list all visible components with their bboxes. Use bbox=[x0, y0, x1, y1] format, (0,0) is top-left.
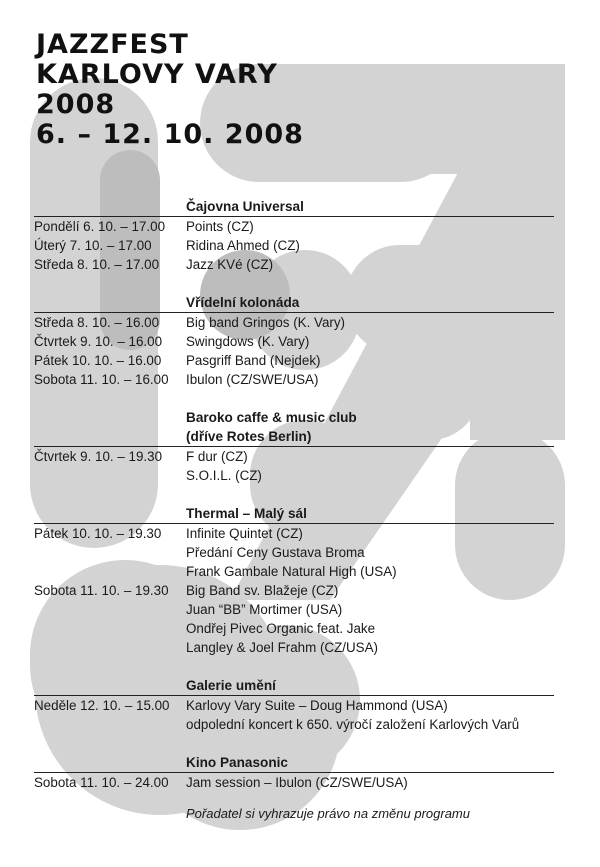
event-date: Pondělí 6. 10. – 17.00 bbox=[34, 219, 166, 234]
schedule-row bbox=[34, 370, 554, 389]
event-act: Points (CZ) bbox=[186, 219, 254, 234]
schedule-row bbox=[34, 236, 554, 255]
schedule-row bbox=[34, 524, 554, 543]
event-act: Big band Gringos (K. Vary) bbox=[186, 315, 346, 330]
event-date: Sobota 11. 10. – 24.00 bbox=[34, 775, 169, 790]
event-date: Sobota 11. 10. – 16.00 bbox=[34, 372, 169, 387]
event-date bbox=[34, 638, 186, 657]
venue-block bbox=[34, 753, 554, 792]
venue-header bbox=[34, 293, 554, 312]
venue-header bbox=[34, 197, 554, 216]
event-date: Středa 8. 10. – 17.00 bbox=[34, 257, 160, 272]
event-date: Neděle 12. 10. – 15.00 bbox=[34, 698, 170, 713]
title-line-dates: 6. – 12. 10. 2008 bbox=[36, 119, 304, 150]
venue-block bbox=[34, 197, 554, 274]
venue-block bbox=[34, 676, 554, 734]
event-act: Infinite Quintet (CZ) bbox=[186, 526, 303, 541]
schedule-row bbox=[34, 619, 554, 638]
footer-note: Pořadatel si vyhrazuje právo na změnu programu bbox=[186, 806, 470, 821]
event-act: Big Band sv. Blažeje (CZ) bbox=[186, 583, 339, 598]
schedule-row bbox=[34, 562, 554, 581]
title-line: 2008 bbox=[36, 89, 116, 120]
venue-name: Galerie umění bbox=[186, 678, 276, 693]
event-act: Jazz KVé (CZ) bbox=[186, 257, 274, 272]
schedule-row bbox=[34, 543, 554, 562]
title-line: JAZZFEST bbox=[36, 29, 189, 60]
venue-name: Čajovna Universal bbox=[186, 199, 304, 214]
event-act: Langley & Joel Frahm (CZ/USA) bbox=[186, 640, 378, 655]
event-act: odpolední koncert k 650. výročí založení Karlových Varů bbox=[186, 717, 520, 732]
schedule-row bbox=[34, 217, 554, 236]
event-date: Pátek 10. 10. – 19.30 bbox=[34, 526, 162, 541]
event-date bbox=[34, 466, 186, 485]
venue-name: Vřídelní kolonáda bbox=[186, 295, 300, 310]
venue-name: Thermal – Malý sál bbox=[186, 506, 307, 521]
schedule bbox=[34, 197, 554, 792]
venue-name: Kino Panasonic bbox=[186, 755, 288, 770]
venue-block bbox=[34, 293, 554, 389]
schedule-row bbox=[34, 255, 554, 274]
schedule-row bbox=[34, 447, 554, 466]
schedule-row bbox=[34, 638, 554, 657]
schedule-row bbox=[34, 581, 554, 600]
event-act: Pasgriff Band (Nejdek) bbox=[186, 353, 321, 368]
event-act: S.O.I.L. (CZ) bbox=[186, 468, 262, 483]
venue-block bbox=[34, 504, 554, 657]
event-date: Čtvrtek 9. 10. – 16.00 bbox=[34, 334, 163, 349]
event-act: Ridina Ahmed (CZ) bbox=[186, 238, 300, 253]
venue-name-secondary: (dříve Rotes Berlin) bbox=[186, 429, 312, 444]
venue-header bbox=[34, 753, 554, 772]
event-act: F dur (CZ) bbox=[186, 449, 248, 464]
schedule-row bbox=[34, 773, 554, 792]
event-act: Jam session – Ibulon (CZ/SWE/USA) bbox=[186, 775, 408, 790]
event-date bbox=[34, 562, 186, 581]
title-line: KARLOVY VARY bbox=[36, 59, 278, 90]
festival-title bbox=[36, 30, 304, 150]
event-act: Předání Ceny Gustava Broma bbox=[186, 545, 365, 560]
event-date bbox=[34, 600, 186, 619]
venue-name: Baroko caffe & music club bbox=[186, 410, 357, 425]
schedule-row bbox=[34, 351, 554, 370]
event-act: Karlovy Vary Suite – Doug Hammond (USA) bbox=[186, 698, 448, 713]
schedule-row bbox=[34, 696, 554, 715]
schedule-row bbox=[34, 715, 554, 734]
event-act: Ondřej Pivec Organic feat. Jake bbox=[186, 621, 376, 636]
event-date: Čtvrtek 9. 10. – 19.30 bbox=[34, 449, 163, 464]
event-act: Swingdows (K. Vary) bbox=[186, 334, 310, 349]
venue-header bbox=[34, 504, 554, 523]
event-date: Středa 8. 10. – 16.00 bbox=[34, 315, 160, 330]
venue-header bbox=[34, 408, 554, 446]
schedule-row bbox=[34, 332, 554, 351]
event-act: Ibulon (CZ/SWE/USA) bbox=[186, 372, 319, 387]
event-date bbox=[34, 715, 186, 734]
schedule-row bbox=[34, 313, 554, 332]
venue-header bbox=[34, 676, 554, 695]
event-date: Pátek 10. 10. – 16.00 bbox=[34, 353, 162, 368]
event-date bbox=[34, 543, 186, 562]
event-act: Juan “BB” Mortimer (USA) bbox=[186, 602, 343, 617]
event-act: Frank Gambale Natural High (USA) bbox=[186, 564, 397, 579]
event-date bbox=[34, 619, 186, 638]
schedule-row bbox=[34, 600, 554, 619]
event-date: Úterý 7. 10. – 17.00 bbox=[34, 238, 152, 253]
event-date: Sobota 11. 10. – 19.30 bbox=[34, 583, 169, 598]
schedule-row bbox=[34, 466, 554, 485]
venue-block bbox=[34, 408, 554, 485]
